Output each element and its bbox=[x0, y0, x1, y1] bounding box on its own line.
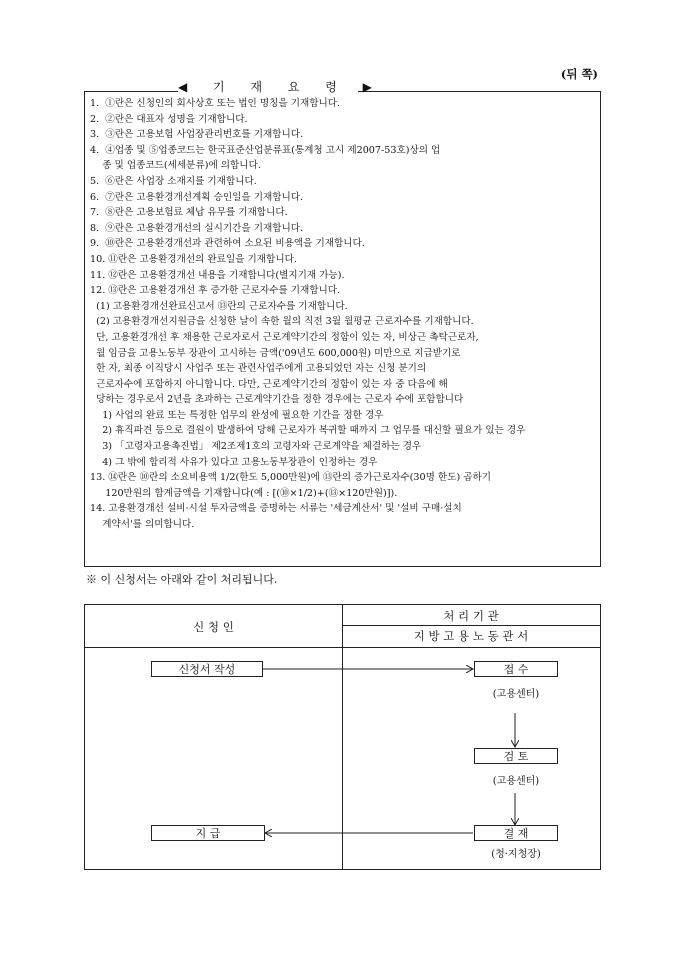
step-review-sub: (고용센터) bbox=[492, 776, 540, 787]
instruction-line: 2) 휴직파견 등으로 결원이 발생하여 당해 근로자가 복귀할 때까지 그 업무를 대신할 필요가 있는 경우 bbox=[90, 425, 526, 437]
instruction-line: 근로자수에 포함하지 아니합니다. 다만, 근로계약기간의 정함이 있는 자 중 다음에 해 bbox=[90, 378, 448, 390]
instruction-line: 월 임금을 고용노동부 장관이 고시하는 금액('09년도 600,000원) 미만으로 지급받기로 bbox=[90, 347, 461, 359]
instruction-line: 9. ⑩란은 고용환경개선과 관련하여 소요된 비용액을 기재합니다. bbox=[90, 238, 365, 250]
instruction-line: 3) 「고령자고용촉진법」 제2조제1호의 고령자와 근로계약을 체결하는 경우 bbox=[90, 441, 422, 453]
instruction-line: 8. ⑨란은 고용환경개선의 실시기간을 기재합니다. bbox=[90, 222, 304, 234]
processing-note: ※ 이 신청서는 아래와 같이 처리됩니다. bbox=[86, 573, 278, 586]
instruction-line: 단, 고용환경개선 후 채용한 근로자로서 근로계약기간의 정함이 있는 자, 비상근 촉탁근로자, bbox=[90, 331, 479, 343]
header-applicant: 신 청 인 bbox=[193, 620, 234, 634]
instruction-line: 2. ②란은 대표자 성명을 기재합니다. bbox=[90, 113, 248, 125]
instruction-line: (1) 고용환경개선완료신고서 ⑬란의 근로자수를 기재합니다. bbox=[90, 300, 348, 312]
instruction-line: 5. ⑥란은 사업장 소재지를 기재합니다. bbox=[90, 175, 257, 187]
instructions-list bbox=[90, 96, 600, 533]
instruction-line: 1. ①란은 신청인의 회사상호 또는 법인 명칭을 기재합니다. bbox=[90, 98, 341, 109]
instruction-line: (2) 고용환경개선지원금을 신청한 날이 속한 월의 직전 3월 월평균 근로자수를 기재합니다. bbox=[90, 316, 474, 328]
instruction-line: 종 및 업종코드(세세분류)에 의합니다. bbox=[90, 160, 261, 172]
instructions-title: ◀ 기 재 요 령 ▶ bbox=[178, 80, 383, 94]
instruction-line: 11. ⑫란은 고용환경개선 내용을 기재합니다(별지기재 가능). bbox=[90, 269, 345, 281]
step-approval-sub: (청·지청장) bbox=[491, 849, 541, 860]
instruction-line: 당하는 경우로서 2년을 초과하는 근로계약기간을 정한 경우에는 근로자 수에 포함합니다 bbox=[90, 394, 464, 406]
instruction-line: 120만원의 합계금액을 기재합니다(예 : [(⑩×1/2)+(⑬×120만원)]). bbox=[90, 487, 398, 499]
instruction-line: 계약서'를 의미합니다. bbox=[90, 519, 195, 531]
process-flow-table bbox=[84, 604, 601, 870]
instruction-line: 12. ⑬란은 고용환경개선 후 증가한 근로자수를 기재합니다. bbox=[90, 285, 341, 297]
instruction-line: 3. ③란은 고용보험 사업장관리번호를 기재합니다. bbox=[90, 129, 304, 141]
step-approval: 결 재 bbox=[474, 825, 558, 841]
step-receipt: 접 수 bbox=[474, 661, 558, 677]
instruction-line: 1) 사업의 완료 또는 특정한 업무의 완성에 필요한 기간을 정한 경우 bbox=[90, 409, 384, 421]
instruction-line: 4) 그 밖에 합리적 사유가 있다고 고용노동부장관이 인정하는 경우 bbox=[90, 456, 378, 468]
instruction-line: 7. ⑧란은 고용보험료 체납 유무를 기재합니다. bbox=[90, 207, 288, 219]
step-application-writing: 신청서 작성 bbox=[151, 661, 263, 677]
instruction-line: 13. ⑭란은 ⑩란의 소요비용액 1/2(한도 5,000만원)에 ⑬란의 증가근로자수(30명 한도) 곱하기 bbox=[90, 472, 492, 484]
instruction-line: 10. ⑪란은 고용환경개선의 완료일을 기재합니다. bbox=[90, 253, 297, 265]
step-receipt-sub: (고용센터) bbox=[492, 689, 540, 700]
instruction-line: 6. ⑦란은 고용환경개선계획 승인일을 기재합니다. bbox=[90, 191, 304, 203]
instruction-line: 14. 고용환경개선 설비·시설 투자금액을 증명하는 서류는 '세금계산서' 및 '설비 구매·설치 bbox=[90, 503, 462, 515]
header-processing-agency: 처 리 기 관 bbox=[443, 609, 499, 623]
instruction-line: 4. ④업종 및 ⑤업종코드는 한국표준산업분류표(통계청 고시 제2007-53호)상의 업 bbox=[90, 144, 441, 156]
instruction-line: 한 자, 최종 이직당시 사업주 또는 관련사업주에게 고용되었던 자는 신청 분기의 bbox=[90, 363, 427, 375]
step-payment: 지 급 bbox=[151, 825, 265, 841]
header-regional-labor-office: 지 방 고 용 노 동 관 서 bbox=[413, 629, 529, 643]
step-review: 검 토 bbox=[474, 748, 558, 764]
back-page-label: (뒤 쪽) bbox=[560, 67, 598, 81]
